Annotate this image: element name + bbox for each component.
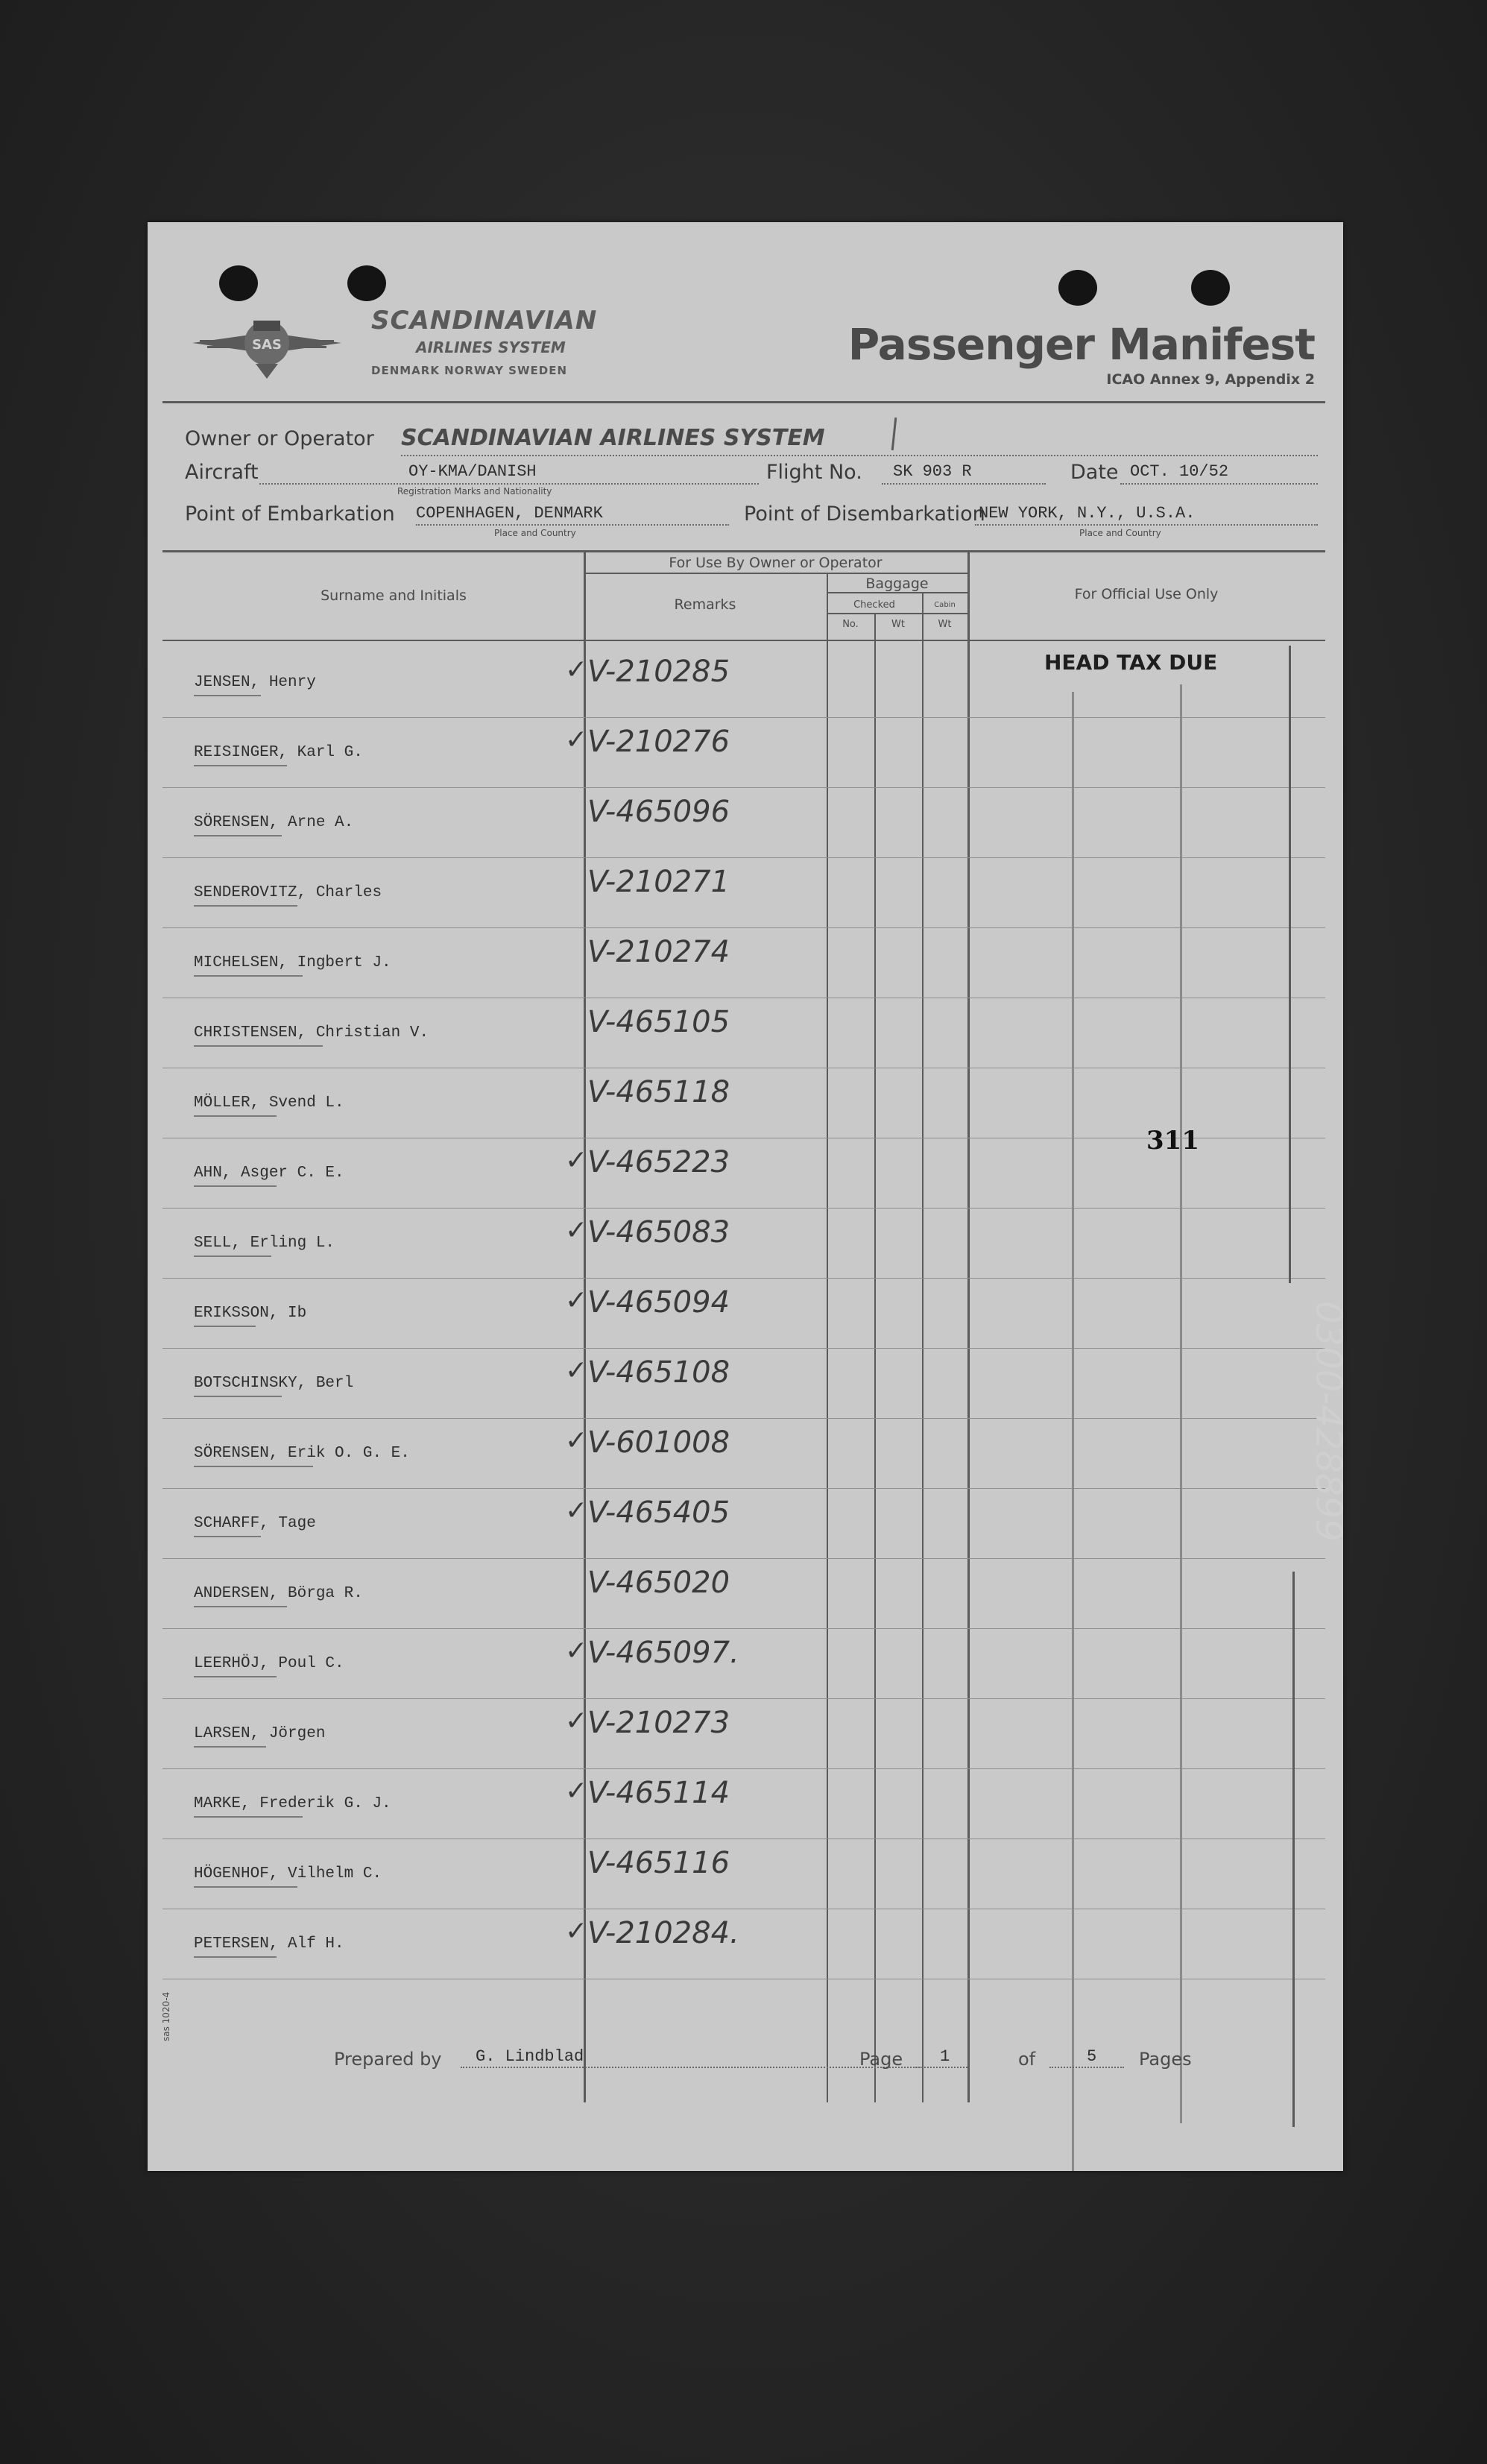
col-line-names — [584, 552, 586, 2102]
remark-value: V-210284. — [587, 1916, 739, 1950]
brand-name: SCANDINAVIAN — [371, 306, 598, 335]
remark-value: V-601008 — [587, 1425, 730, 1460]
side-handwritten-number: 0300-428899 — [1307, 1301, 1349, 1542]
name-underline — [194, 1746, 266, 1748]
col-line-remarks — [827, 573, 828, 2102]
remarks-header: Remarks — [674, 596, 736, 613]
brand-block — [371, 306, 640, 377]
name-underline — [194, 1255, 271, 1257]
official-header: For Official Use Only — [1074, 586, 1219, 602]
date-line — [1120, 483, 1318, 485]
name-underline — [194, 1676, 277, 1677]
embark-value: COPENHAGEN, DENMARK — [416, 504, 603, 523]
page-label: Page — [859, 2049, 903, 2070]
head-tax-note: HEAD TAX DUE — [1044, 650, 1218, 675]
passenger-name: PETERSEN, Alf H. — [194, 1935, 344, 1953]
of-line — [1049, 2067, 1124, 2068]
name-underline — [194, 1466, 313, 1467]
disembark-value: NEW YORK, N.Y., U.S.A. — [979, 504, 1196, 523]
punch-hole — [1058, 270, 1097, 306]
name-underline — [194, 835, 282, 836]
remark-value: V-210274 — [587, 935, 730, 969]
passenger-name: ANDERSEN, Börga R. — [194, 1585, 363, 1602]
col-line-no — [874, 613, 876, 2102]
remark-value: V-465223 — [587, 1145, 730, 1179]
manifest-sheet — [148, 222, 1343, 2171]
flight-label: Flight No. — [766, 461, 862, 484]
name-underline — [194, 905, 297, 907]
remark-value: V-210276 — [587, 725, 730, 759]
row-rule — [162, 1488, 1325, 1489]
disembark-label: Point of Disembarkation — [744, 502, 985, 526]
passenger-name: SÖRENSEN, Erik O. G. E. — [194, 1445, 410, 1462]
form-title: Passenger Manifest — [847, 319, 1315, 370]
no-header: No. — [842, 619, 859, 630]
prepared-value: G. Lindblad — [476, 2047, 584, 2066]
check-mark-icon: ✓ — [565, 1215, 588, 1246]
check-mark-icon: ✓ — [565, 655, 588, 685]
check-mark-icon: ✓ — [565, 1496, 588, 1526]
row-rule — [162, 1838, 1325, 1839]
name-underline — [194, 1886, 297, 1888]
remark-value: V-210285 — [587, 655, 730, 689]
page-line — [915, 2067, 967, 2068]
name-underline — [194, 1606, 287, 1607]
table-header-rule — [162, 640, 1325, 641]
form-title-block — [848, 319, 1315, 388]
date-value: OCT. 10/52 — [1130, 462, 1229, 481]
cabin-header: Cabin — [934, 601, 956, 609]
aircraft-sub: Registration Marks and Nationality — [397, 486, 552, 497]
table-top-rule — [162, 550, 1325, 552]
check-mark-icon: ✓ — [565, 1706, 588, 1736]
baggage-header: Baggage — [865, 576, 929, 592]
passenger-name: MICHELSEN, Ingbert J. — [194, 954, 391, 971]
passenger-name: BOTSCHINSKY, Berl — [194, 1375, 354, 1392]
passenger-name: SÖRENSEN, Arne A. — [194, 814, 354, 831]
name-underline — [194, 695, 261, 696]
remark-value: V-465405 — [587, 1496, 730, 1530]
row-rule — [162, 927, 1325, 928]
disembark-line — [975, 524, 1318, 526]
remark-value: V-210273 — [587, 1706, 730, 1740]
page-value: 1 — [940, 2047, 950, 2066]
check-mark-icon: ✓ — [565, 1355, 588, 1386]
col-line-wt — [922, 592, 924, 2102]
check-mark-icon: ✓ — [565, 1636, 588, 1666]
passenger-name: AHN, Asger C. E. — [194, 1165, 344, 1182]
passenger-name: REISINGER, Karl G. — [194, 744, 363, 761]
name-underline — [194, 1396, 282, 1397]
aircraft-value: OY-KMA/DANISH — [408, 462, 537, 481]
name-underline — [194, 1816, 303, 1818]
official-number: 311 — [1146, 1126, 1199, 1156]
passenger-name: LARSEN, Jörgen — [194, 1725, 326, 1742]
passenger-name: CHRISTENSEN, Christian V. — [194, 1024, 429, 1042]
wt-header: Wt — [891, 619, 905, 630]
name-underline — [194, 975, 303, 977]
check-mark-icon: ✓ — [565, 1145, 588, 1176]
check-mark-icon: ✓ — [565, 1425, 588, 1456]
official-pen-line-lower — [1292, 1572, 1295, 2127]
check-mark-icon: ✓ — [565, 725, 588, 755]
pen-stroke — [891, 418, 897, 450]
punch-hole — [1191, 270, 1230, 306]
check-mark-icon: ✓ — [565, 1776, 588, 1806]
svg-text:SAS: SAS — [252, 337, 282, 353]
passenger-name: SCHARFF, Tage — [194, 1515, 316, 1532]
name-underline — [194, 1185, 277, 1187]
passenger-name: SELL, Erling L. — [194, 1235, 335, 1252]
check-mark-icon: ✓ — [565, 1916, 588, 1947]
checked-header: Checked — [853, 599, 895, 611]
row-rule — [162, 717, 1325, 718]
check-mark-icon: ✓ — [565, 1285, 588, 1316]
prepared-label: Prepared by — [334, 2049, 442, 2070]
name-underline — [194, 1536, 261, 1537]
col-line-cabin — [967, 552, 970, 2102]
baggage-rule — [827, 592, 967, 593]
row-rule — [162, 1278, 1325, 1279]
cabin-wt-header: Wt — [938, 619, 952, 630]
remark-value: V-465096 — [587, 795, 730, 829]
remark-value: V-465116 — [587, 1846, 730, 1880]
prepared-line — [461, 2067, 923, 2068]
row-rule — [162, 857, 1325, 858]
of-label: of — [1018, 2049, 1036, 2070]
remark-value: V-465118 — [587, 1075, 730, 1109]
pencil-line-right — [1180, 684, 1182, 2123]
remark-value: V-465083 — [587, 1215, 730, 1250]
punch-hole — [219, 265, 258, 301]
row-rule — [162, 1768, 1325, 1769]
remark-value: V-465114 — [587, 1776, 730, 1810]
owner-label: Owner or Operator — [185, 427, 374, 450]
disembark-sub: Place and Country — [1079, 528, 1161, 538]
embark-sub: Place and Country — [494, 528, 576, 538]
sas-winged-logo-icon — [185, 304, 349, 386]
name-underline — [194, 1045, 323, 1047]
embark-line — [416, 524, 729, 526]
row-rule — [162, 787, 1325, 788]
name-underline — [194, 1326, 256, 1327]
remark-value: V-465094 — [587, 1285, 730, 1320]
owner-use-header: For Use By Owner or Operator — [669, 555, 883, 571]
remark-value: V-210271 — [587, 865, 730, 899]
row-rule — [162, 1558, 1325, 1559]
embark-label: Point of Embarkation — [185, 502, 395, 526]
brand-subname: AIRLINES SYSTEM — [416, 338, 566, 356]
passenger-name: SENDEROVITZ, Charles — [194, 884, 382, 901]
remark-value: V-465097. — [587, 1636, 739, 1670]
row-rule — [162, 1208, 1325, 1209]
checked-rule — [827, 613, 967, 614]
aircraft-line — [259, 483, 759, 485]
row-rule — [162, 1698, 1325, 1699]
pages-label: Pages — [1139, 2049, 1192, 2070]
punch-hole — [347, 265, 386, 301]
form-subtitle: ICAO Annex 9, Appendix 2 — [1106, 371, 1315, 388]
date-label: Date — [1070, 461, 1119, 484]
surname-header: Surname and Initials — [321, 587, 467, 604]
passenger-name: LEERHÖJ, Poul C. — [194, 1655, 344, 1672]
aircraft-label: Aircraft — [185, 461, 259, 484]
owner-use-rule — [584, 573, 967, 574]
flight-line — [882, 483, 1046, 485]
owner-value: SCANDINAVIAN AIRLINES SYSTEM — [401, 425, 825, 451]
name-underline — [194, 1115, 277, 1117]
row-rule — [162, 1418, 1325, 1419]
remark-value: V-465020 — [587, 1566, 730, 1600]
name-underline — [194, 765, 287, 766]
of-value: 5 — [1087, 2047, 1097, 2066]
passenger-name: JENSEN, Henry — [194, 674, 316, 691]
passenger-name: MARKE, Frederik G. J. — [194, 1795, 391, 1812]
row-rule — [162, 1348, 1325, 1349]
header-rule — [162, 401, 1325, 403]
brand-countries: DENMARK NORWAY SWEDEN — [371, 364, 568, 377]
passenger-name: MÖLLER, Svend L. — [194, 1094, 344, 1112]
owner-line — [401, 455, 1318, 456]
flight-value: SK 903 R — [893, 462, 972, 481]
passenger-name: ERIKSSON, Ib — [194, 1305, 307, 1322]
row-rule — [162, 1628, 1325, 1629]
official-pen-line-upper — [1289, 646, 1291, 1283]
passenger-name: HÖGENHOF, Vilhelm C. — [194, 1865, 382, 1882]
remark-value: V-465108 — [587, 1355, 730, 1390]
remark-value: V-465105 — [587, 1005, 730, 1039]
pencil-line-left — [1072, 692, 1074, 2171]
form-code: sas 1020-4 — [161, 1991, 171, 2041]
name-underline — [194, 1956, 277, 1958]
